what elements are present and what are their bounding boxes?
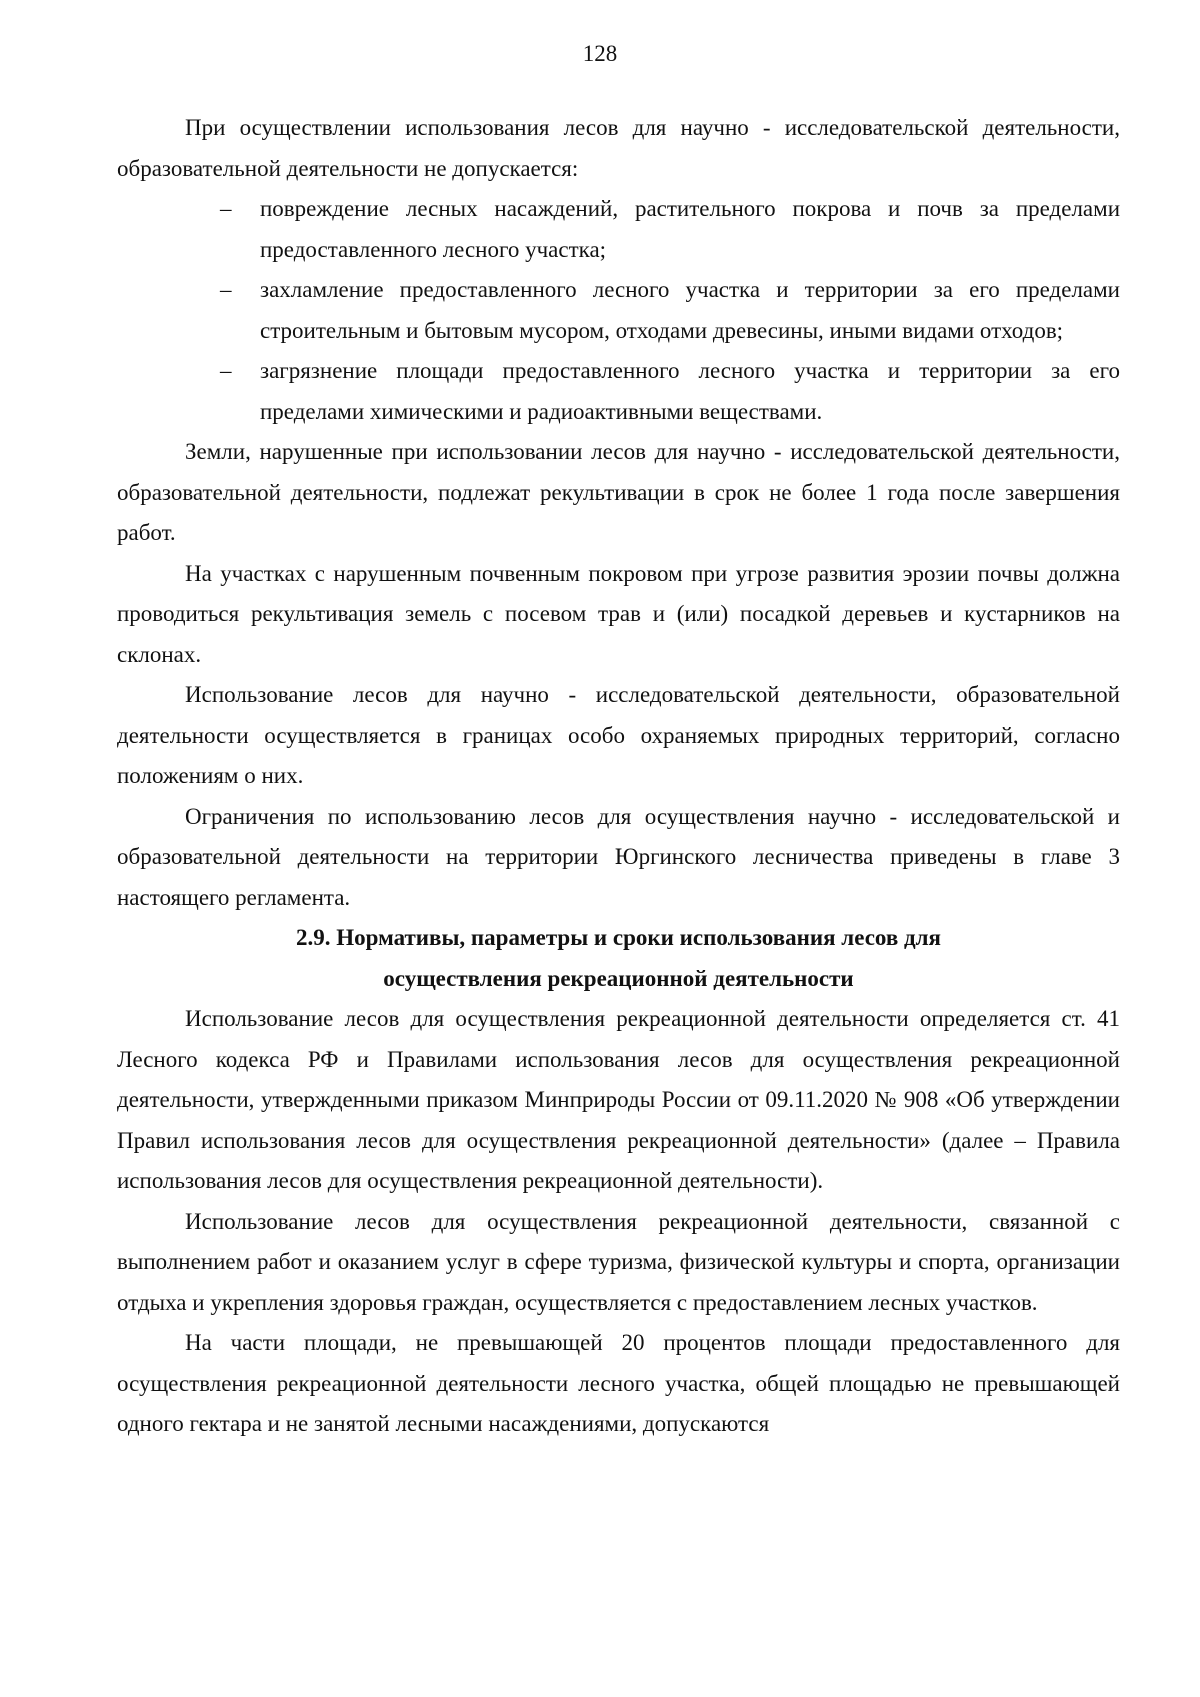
list-item-text: загрязнение площади предоставленного лесного участка и территории за его пределами химическими и радиоактивными веществами.: [260, 358, 1120, 424]
paragraph-restrictions: Ограничения по использованию лесов для осуществления научно - исследовательской и образовательной деятельности на территории Юргинского лесничества приведены в главе 3 настоящего регламента.: [117, 803, 1120, 910]
page-number: 128: [582, 41, 618, 66]
paragraph-prohibitions-intro: При осуществлении использования лесов для научно - исследовательской деятельности, образовательной деятельности не допускается:: [117, 115, 1120, 181]
paragraph-recreation-plots: Использование лесов для осуществления рекреационной деятельности, связанной с выполнением работ и оказанием услуг в сфере туризма, физической культуры и спорта, организации отдыха и укрепления здоровья граждан, осуществляется с предоставлением лесных участков.: [117, 1208, 1120, 1315]
list-item: [117, 351, 1120, 432]
paragraph-erosion: На участках с нарушенным почвенным покровом при угрозе развития эрозии почвы должна проводиться рекультивация земель с посевом трав и (или) посадкой деревьев и кустарников на склонах.: [117, 560, 1120, 667]
list-item-text: повреждение лесных насаждений, растительного покрова и почв за пределами предоставленного лесного участка;: [260, 196, 1120, 262]
dash-marker: –: [220, 196, 232, 221]
prohibitions-list: [117, 189, 1120, 432]
paragraph-land-recultivation: Земли, нарушенные при использовании лесов для научно - исследовательской деятельности, образовательной деятельности, подлежат рекультивации в срок не более 1 года после завершения работ.: [117, 439, 1120, 545]
list-item: [117, 189, 1120, 270]
document-body: [117, 108, 1120, 1445]
paragraph-protected-areas: Использование лесов для научно - исследовательской деятельности, образовательной деятельности осуществляется в границах особо охраняемых природных территорий, согласно положениям о них.: [117, 682, 1120, 788]
paragraph-recreation-rules: Использование лесов для осуществления рекреационной деятельности определяется ст. 41 Лесного кодекса РФ и Правилами использования лесов для осуществления рекреационной деятельности, утвержденными приказом Минприроды России от 09.11.2020 № 908 «Об утверждении Правил использования лесов для осуществления рекреационной деятельности» (далее – Правила использования лесов для осуществления рекреационной деятельности).: [117, 1006, 1120, 1193]
paragraph-area-limit: На части площади, не превышающей 20 процентов площади предоставленного для осуществления рекреационной деятельности лесного участка, общей площадью не превышающей одного гектара и не занятой лесными насаждениями, допускаются: [117, 1330, 1120, 1436]
list-item-text: захламление предоставленного лесного участка и территории за его пределами строительным и бытовым мусором, отходами древесины, иными видами отходов;: [260, 277, 1120, 343]
section-heading: 2.9. Нормативы, параметры и сроки использования лесов для осуществления рекреационной деятельности: [296, 925, 941, 991]
dash-marker: –: [220, 277, 232, 302]
dash-marker: –: [220, 358, 232, 383]
list-item: [117, 270, 1120, 351]
